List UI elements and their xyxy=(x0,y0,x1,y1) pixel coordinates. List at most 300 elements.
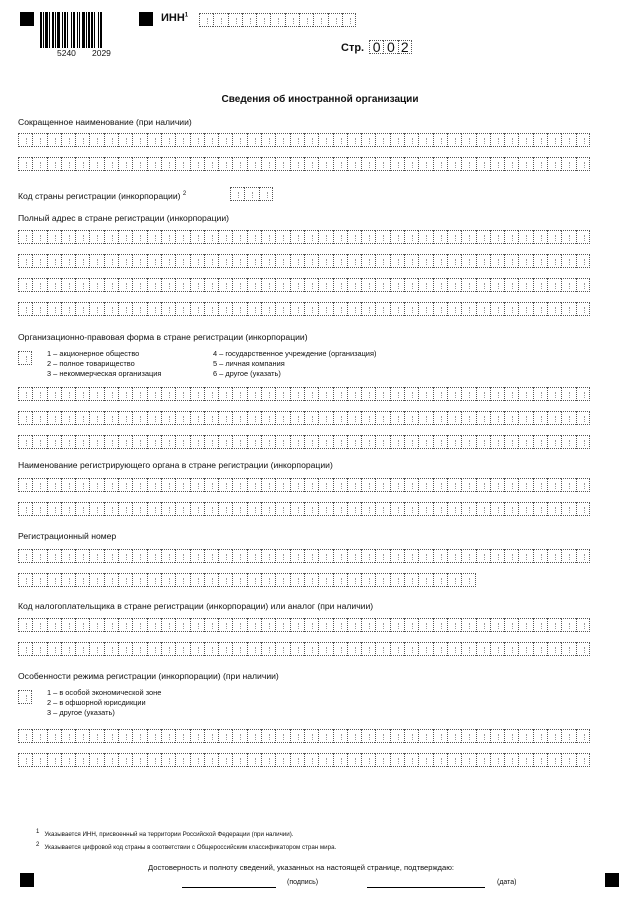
char-cell[interactable] xyxy=(518,502,532,516)
char-cell[interactable] xyxy=(199,13,213,27)
char-cell[interactable] xyxy=(204,502,218,516)
char-cell[interactable] xyxy=(533,502,547,516)
char-cell[interactable] xyxy=(576,302,590,316)
char-cell[interactable] xyxy=(504,254,518,268)
char-cell[interactable] xyxy=(204,729,218,743)
char-cell[interactable] xyxy=(175,133,189,147)
char-cell[interactable] xyxy=(433,502,447,516)
char-cell[interactable] xyxy=(404,573,418,587)
char-cell[interactable] xyxy=(504,549,518,563)
char-cell[interactable] xyxy=(247,254,261,268)
char-cell[interactable] xyxy=(104,435,118,449)
char-cell[interactable] xyxy=(304,642,318,656)
char-cell[interactable] xyxy=(132,642,146,656)
char-cell[interactable] xyxy=(461,435,475,449)
char-cell[interactable] xyxy=(318,278,332,292)
char-cell[interactable] xyxy=(132,302,146,316)
char-cell[interactable] xyxy=(533,549,547,563)
char-cell[interactable] xyxy=(361,302,375,316)
char-cell[interactable] xyxy=(285,13,299,27)
char-cell[interactable] xyxy=(390,549,404,563)
char-cell[interactable] xyxy=(132,549,146,563)
char-cell[interactable] xyxy=(247,618,261,632)
char-cell[interactable] xyxy=(132,478,146,492)
char-cell[interactable] xyxy=(347,254,361,268)
char-cell[interactable] xyxy=(342,13,356,27)
char-cell[interactable] xyxy=(161,302,175,316)
char-cell[interactable] xyxy=(433,642,447,656)
char-cell[interactable] xyxy=(390,387,404,401)
char-cell[interactable] xyxy=(447,230,461,244)
char-cell[interactable] xyxy=(404,642,418,656)
char-cell[interactable] xyxy=(504,753,518,767)
char-cell[interactable] xyxy=(347,435,361,449)
char-cell[interactable] xyxy=(75,618,89,632)
char-cell[interactable] xyxy=(247,729,261,743)
char-cell[interactable] xyxy=(47,133,61,147)
char-cell[interactable] xyxy=(275,549,289,563)
char-cell[interactable] xyxy=(576,230,590,244)
char-cell[interactable] xyxy=(447,387,461,401)
char-cell[interactable] xyxy=(290,478,304,492)
char-cell[interactable] xyxy=(461,642,475,656)
char-cell[interactable] xyxy=(18,435,32,449)
char-cell[interactable] xyxy=(404,157,418,171)
char-cell[interactable] xyxy=(533,157,547,171)
char-cell[interactable] xyxy=(304,729,318,743)
char-cell[interactable] xyxy=(518,411,532,425)
char-cell[interactable] xyxy=(375,435,389,449)
char-cell[interactable] xyxy=(490,478,504,492)
char-cell[interactable] xyxy=(561,549,575,563)
char-cell[interactable] xyxy=(175,753,189,767)
char-cell[interactable] xyxy=(476,254,490,268)
char-cell[interactable] xyxy=(175,254,189,268)
char-cell[interactable] xyxy=(290,435,304,449)
char-cell[interactable] xyxy=(318,254,332,268)
char-cell[interactable] xyxy=(61,435,75,449)
char-cell[interactable] xyxy=(190,478,204,492)
char-cell[interactable] xyxy=(247,642,261,656)
char-cell[interactable] xyxy=(504,133,518,147)
char-cell[interactable] xyxy=(89,573,103,587)
char-cell[interactable] xyxy=(190,411,204,425)
char-cell[interactable] xyxy=(318,478,332,492)
char-cell[interactable] xyxy=(347,549,361,563)
char-cell[interactable] xyxy=(404,230,418,244)
char-cell[interactable] xyxy=(347,302,361,316)
char-cell[interactable] xyxy=(404,753,418,767)
char-cell[interactable] xyxy=(390,618,404,632)
char-cell[interactable] xyxy=(461,133,475,147)
char-cell[interactable] xyxy=(333,729,347,743)
char-cell[interactable] xyxy=(47,435,61,449)
char-cell[interactable] xyxy=(32,302,46,316)
char-cell[interactable] xyxy=(347,729,361,743)
char-cell[interactable] xyxy=(61,549,75,563)
char-cell[interactable] xyxy=(218,573,232,587)
char-cell[interactable] xyxy=(347,573,361,587)
char-cell[interactable] xyxy=(504,302,518,316)
char-cell[interactable] xyxy=(304,549,318,563)
char-cell[interactable] xyxy=(390,411,404,425)
char-cell[interactable] xyxy=(147,549,161,563)
char-cell[interactable] xyxy=(347,230,361,244)
char-cell[interactable] xyxy=(504,618,518,632)
char-cell[interactable] xyxy=(304,411,318,425)
regime-other-row-1[interactable] xyxy=(18,729,590,743)
char-cell[interactable] xyxy=(375,502,389,516)
char-cell[interactable] xyxy=(290,387,304,401)
char-cell[interactable] xyxy=(547,230,561,244)
char-cell[interactable] xyxy=(576,254,590,268)
char-cell[interactable] xyxy=(232,302,246,316)
char-cell[interactable] xyxy=(190,642,204,656)
char-cell[interactable] xyxy=(561,302,575,316)
char-cell[interactable] xyxy=(461,549,475,563)
char-cell[interactable] xyxy=(47,230,61,244)
char-cell[interactable] xyxy=(89,230,103,244)
char-cell[interactable] xyxy=(361,478,375,492)
char-cell[interactable] xyxy=(18,729,32,743)
char-cell[interactable] xyxy=(161,618,175,632)
char-cell[interactable] xyxy=(461,502,475,516)
char-cell[interactable] xyxy=(89,729,103,743)
char-cell[interactable] xyxy=(576,478,590,492)
char-cell[interactable] xyxy=(204,133,218,147)
char-cell[interactable] xyxy=(476,278,490,292)
char-cell[interactable] xyxy=(32,618,46,632)
char-cell[interactable] xyxy=(299,13,313,27)
char-cell[interactable] xyxy=(561,278,575,292)
char-cell[interactable] xyxy=(161,478,175,492)
char-cell[interactable] xyxy=(232,230,246,244)
char-cell[interactable] xyxy=(547,642,561,656)
char-cell[interactable] xyxy=(261,230,275,244)
char-cell[interactable] xyxy=(547,157,561,171)
char-cell[interactable] xyxy=(375,157,389,171)
char-cell[interactable] xyxy=(390,729,404,743)
char-cell[interactable] xyxy=(47,729,61,743)
char-cell[interactable] xyxy=(32,411,46,425)
char-cell[interactable] xyxy=(132,729,146,743)
char-cell[interactable] xyxy=(518,478,532,492)
char-cell[interactable] xyxy=(232,753,246,767)
char-cell[interactable] xyxy=(561,411,575,425)
char-cell[interactable] xyxy=(18,302,32,316)
char-cell[interactable] xyxy=(518,729,532,743)
char-cell[interactable] xyxy=(304,502,318,516)
char-cell[interactable] xyxy=(390,133,404,147)
address-row-1[interactable] xyxy=(18,230,590,244)
address-row-3[interactable] xyxy=(18,278,590,292)
char-cell[interactable] xyxy=(190,753,204,767)
char-cell[interactable] xyxy=(290,278,304,292)
char-cell[interactable] xyxy=(89,478,103,492)
char-cell[interactable] xyxy=(347,642,361,656)
char-cell[interactable] xyxy=(547,729,561,743)
char-cell[interactable] xyxy=(132,230,146,244)
char-cell[interactable] xyxy=(190,729,204,743)
char-cell[interactable] xyxy=(61,642,75,656)
char-cell[interactable] xyxy=(132,157,146,171)
char-cell[interactable] xyxy=(75,230,89,244)
char-cell[interactable] xyxy=(461,387,475,401)
char-cell[interactable] xyxy=(304,435,318,449)
char-cell[interactable] xyxy=(476,549,490,563)
char-cell[interactable] xyxy=(518,230,532,244)
char-cell[interactable] xyxy=(333,478,347,492)
char-cell[interactable] xyxy=(147,133,161,147)
char-cell[interactable] xyxy=(304,278,318,292)
char-cell[interactable] xyxy=(18,618,32,632)
char-cell[interactable] xyxy=(361,573,375,587)
char-cell[interactable] xyxy=(547,618,561,632)
legal-form-other-row-3[interactable] xyxy=(18,435,590,449)
char-cell[interactable] xyxy=(89,133,103,147)
char-cell[interactable] xyxy=(104,753,118,767)
char-cell[interactable] xyxy=(218,278,232,292)
char-cell[interactable] xyxy=(218,302,232,316)
char-cell[interactable] xyxy=(576,549,590,563)
char-cell[interactable] xyxy=(89,549,103,563)
registering-body-row-1[interactable] xyxy=(18,478,590,492)
char-cell[interactable] xyxy=(32,278,46,292)
char-cell[interactable] xyxy=(247,411,261,425)
char-cell[interactable] xyxy=(32,387,46,401)
char-cell[interactable] xyxy=(504,230,518,244)
char-cell[interactable] xyxy=(161,549,175,563)
legal-form-other-row-2[interactable] xyxy=(18,411,590,425)
char-cell[interactable] xyxy=(61,411,75,425)
char-cell[interactable] xyxy=(347,502,361,516)
char-cell[interactable] xyxy=(476,642,490,656)
char-cell[interactable] xyxy=(404,549,418,563)
char-cell[interactable] xyxy=(247,157,261,171)
char-cell[interactable] xyxy=(261,254,275,268)
char-cell[interactable] xyxy=(447,502,461,516)
char-cell[interactable] xyxy=(89,435,103,449)
char-cell[interactable] xyxy=(433,478,447,492)
char-cell[interactable] xyxy=(190,618,204,632)
char-cell[interactable] xyxy=(32,133,46,147)
char-cell[interactable] xyxy=(561,387,575,401)
char-cell[interactable] xyxy=(576,133,590,147)
char-cell[interactable] xyxy=(290,642,304,656)
char-cell[interactable] xyxy=(518,642,532,656)
char-cell[interactable] xyxy=(547,435,561,449)
char-cell[interactable] xyxy=(490,254,504,268)
char-cell[interactable] xyxy=(418,302,432,316)
char-cell[interactable] xyxy=(418,435,432,449)
reg-number-row-2[interactable] xyxy=(18,573,476,587)
char-cell[interactable] xyxy=(333,573,347,587)
char-cell[interactable] xyxy=(261,573,275,587)
char-cell[interactable] xyxy=(533,753,547,767)
char-cell[interactable] xyxy=(190,502,204,516)
char-cell[interactable] xyxy=(75,502,89,516)
char-cell[interactable] xyxy=(147,573,161,587)
char-cell[interactable] xyxy=(275,729,289,743)
char-cell[interactable] xyxy=(361,753,375,767)
char-cell[interactable] xyxy=(232,157,246,171)
char-cell[interactable] xyxy=(18,690,32,704)
char-cell[interactable] xyxy=(304,133,318,147)
char-cell[interactable] xyxy=(275,302,289,316)
char-cell[interactable] xyxy=(161,278,175,292)
char-cell[interactable] xyxy=(333,435,347,449)
char-cell[interactable] xyxy=(147,278,161,292)
char-cell[interactable] xyxy=(490,642,504,656)
char-cell[interactable] xyxy=(47,502,61,516)
char-cell[interactable] xyxy=(304,230,318,244)
char-cell[interactable] xyxy=(476,435,490,449)
char-cell[interactable] xyxy=(518,387,532,401)
char-cell[interactable] xyxy=(404,502,418,516)
char-cell[interactable] xyxy=(75,642,89,656)
char-cell[interactable] xyxy=(418,573,432,587)
char-cell[interactable] xyxy=(318,230,332,244)
char-cell[interactable] xyxy=(190,435,204,449)
char-cell[interactable] xyxy=(290,618,304,632)
char-cell[interactable] xyxy=(533,618,547,632)
char-cell[interactable] xyxy=(318,387,332,401)
char-cell[interactable] xyxy=(204,642,218,656)
char-cell[interactable] xyxy=(418,618,432,632)
char-cell[interactable] xyxy=(576,411,590,425)
char-cell[interactable] xyxy=(318,435,332,449)
char-cell[interactable] xyxy=(261,411,275,425)
char-cell[interactable] xyxy=(433,278,447,292)
char-cell[interactable] xyxy=(490,729,504,743)
char-cell[interactable] xyxy=(118,230,132,244)
char-cell[interactable] xyxy=(533,254,547,268)
char-cell[interactable] xyxy=(318,753,332,767)
address-row-2[interactable] xyxy=(18,254,590,268)
char-cell[interactable] xyxy=(333,278,347,292)
char-cell[interactable] xyxy=(461,230,475,244)
char-cell[interactable] xyxy=(175,387,189,401)
char-cell[interactable] xyxy=(333,411,347,425)
char-cell[interactable] xyxy=(561,435,575,449)
char-cell[interactable] xyxy=(232,478,246,492)
char-cell[interactable] xyxy=(333,302,347,316)
char-cell[interactable] xyxy=(75,254,89,268)
char-cell[interactable] xyxy=(232,254,246,268)
char-cell[interactable] xyxy=(347,411,361,425)
char-cell[interactable] xyxy=(490,387,504,401)
char-cell[interactable] xyxy=(18,502,32,516)
char-cell[interactable] xyxy=(161,573,175,587)
char-cell[interactable] xyxy=(561,753,575,767)
char-cell[interactable] xyxy=(547,133,561,147)
char-cell[interactable] xyxy=(347,753,361,767)
char-cell[interactable] xyxy=(190,549,204,563)
char-cell[interactable] xyxy=(190,278,204,292)
char-cell[interactable] xyxy=(561,230,575,244)
char-cell[interactable] xyxy=(461,254,475,268)
char-cell[interactable] xyxy=(418,642,432,656)
char-cell[interactable] xyxy=(290,729,304,743)
char-cell[interactable] xyxy=(490,435,504,449)
char-cell[interactable] xyxy=(576,753,590,767)
char-cell[interactable] xyxy=(290,573,304,587)
char-cell[interactable] xyxy=(518,278,532,292)
address-row-4[interactable] xyxy=(18,302,590,316)
char-cell[interactable] xyxy=(404,478,418,492)
char-cell[interactable] xyxy=(318,133,332,147)
char-cell[interactable] xyxy=(218,254,232,268)
char-cell[interactable] xyxy=(118,753,132,767)
char-cell[interactable] xyxy=(32,157,46,171)
char-cell[interactable] xyxy=(418,133,432,147)
char-cell[interactable] xyxy=(261,278,275,292)
char-cell[interactable] xyxy=(89,387,103,401)
char-cell[interactable] xyxy=(218,435,232,449)
char-cell[interactable] xyxy=(333,230,347,244)
char-cell[interactable] xyxy=(104,411,118,425)
char-cell[interactable] xyxy=(433,230,447,244)
char-cell[interactable] xyxy=(118,411,132,425)
char-cell[interactable] xyxy=(247,549,261,563)
regime-code-field[interactable] xyxy=(18,690,32,704)
char-cell[interactable] xyxy=(204,230,218,244)
char-cell[interactable] xyxy=(118,478,132,492)
char-cell[interactable] xyxy=(175,502,189,516)
char-cell[interactable] xyxy=(190,302,204,316)
char-cell[interactable] xyxy=(561,729,575,743)
char-cell[interactable] xyxy=(447,549,461,563)
char-cell[interactable] xyxy=(132,573,146,587)
char-cell[interactable] xyxy=(118,729,132,743)
char-cell[interactable] xyxy=(118,133,132,147)
char-cell[interactable] xyxy=(261,642,275,656)
char-cell[interactable] xyxy=(232,729,246,743)
taxpayer-code-row-1[interactable] xyxy=(18,618,590,632)
char-cell[interactable] xyxy=(32,478,46,492)
char-cell[interactable] xyxy=(318,411,332,425)
char-cell[interactable] xyxy=(218,133,232,147)
char-cell[interactable] xyxy=(361,729,375,743)
char-cell[interactable] xyxy=(247,230,261,244)
char-cell[interactable] xyxy=(89,502,103,516)
char-cell[interactable] xyxy=(476,411,490,425)
char-cell[interactable] xyxy=(347,133,361,147)
char-cell[interactable] xyxy=(318,549,332,563)
char-cell[interactable] xyxy=(18,230,32,244)
char-cell[interactable] xyxy=(104,618,118,632)
char-cell[interactable] xyxy=(361,157,375,171)
char-cell[interactable] xyxy=(161,411,175,425)
char-cell[interactable] xyxy=(390,302,404,316)
char-cell[interactable] xyxy=(247,302,261,316)
signature-line[interactable] xyxy=(182,887,276,888)
char-cell[interactable] xyxy=(476,753,490,767)
char-cell[interactable] xyxy=(104,549,118,563)
char-cell[interactable] xyxy=(290,753,304,767)
char-cell[interactable] xyxy=(561,133,575,147)
char-cell[interactable] xyxy=(261,478,275,492)
char-cell[interactable] xyxy=(375,642,389,656)
char-cell[interactable] xyxy=(404,254,418,268)
char-cell[interactable] xyxy=(161,230,175,244)
char-cell[interactable] xyxy=(118,278,132,292)
char-cell[interactable] xyxy=(18,549,32,563)
char-cell[interactable] xyxy=(490,302,504,316)
char-cell[interactable] xyxy=(347,157,361,171)
char-cell[interactable] xyxy=(328,13,342,27)
char-cell[interactable] xyxy=(318,302,332,316)
